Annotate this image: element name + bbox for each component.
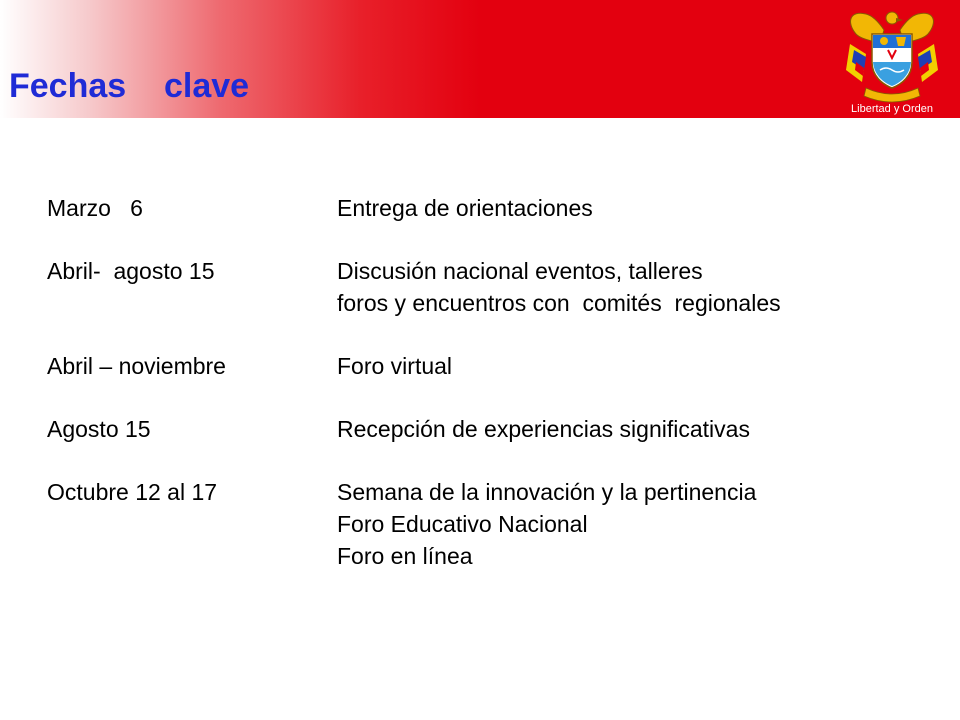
schedule-description-line: Semana de la innovación y la pertinencia [337,479,757,505]
schedule-description-line: Discusión nacional eventos, talleres [337,258,703,284]
schedule-description [337,413,927,445]
schedule-row [47,476,927,572]
schedule-date: Abril- agosto 15 [47,258,215,284]
emblem-motto: Libertad y Orden [851,103,933,115]
schedule-row [47,255,927,319]
slide-title: Fechas clave [9,67,250,105]
schedule-date: Abril – noviembre [47,353,226,379]
schedule-description-line: Entrega de orientaciones [337,195,593,221]
schedule-date: Marzo 6 [47,195,143,221]
schedule-description-line: Foro Educativo Nacional [337,511,588,537]
schedule-description [337,350,927,382]
key-dates-schedule [47,192,927,603]
schedule-description [337,192,927,224]
schedule-date: Octubre 12 al 17 [47,479,218,505]
schedule-row [47,350,927,382]
schedule-row [47,192,927,224]
schedule-description [337,476,927,572]
schedule-description [337,255,927,319]
coat-of-arms-emblem [836,4,948,116]
schedule-description-line: foros y encuentros con comités regionales [337,290,781,316]
schedule-date: Agosto 15 [47,416,151,442]
schedule-description-line: Foro virtual [337,353,453,379]
schedule-description-line: Foro en línea [337,543,473,569]
schedule-description-line: Recepción de experiencias significativas [337,416,750,442]
schedule-row [47,413,927,445]
